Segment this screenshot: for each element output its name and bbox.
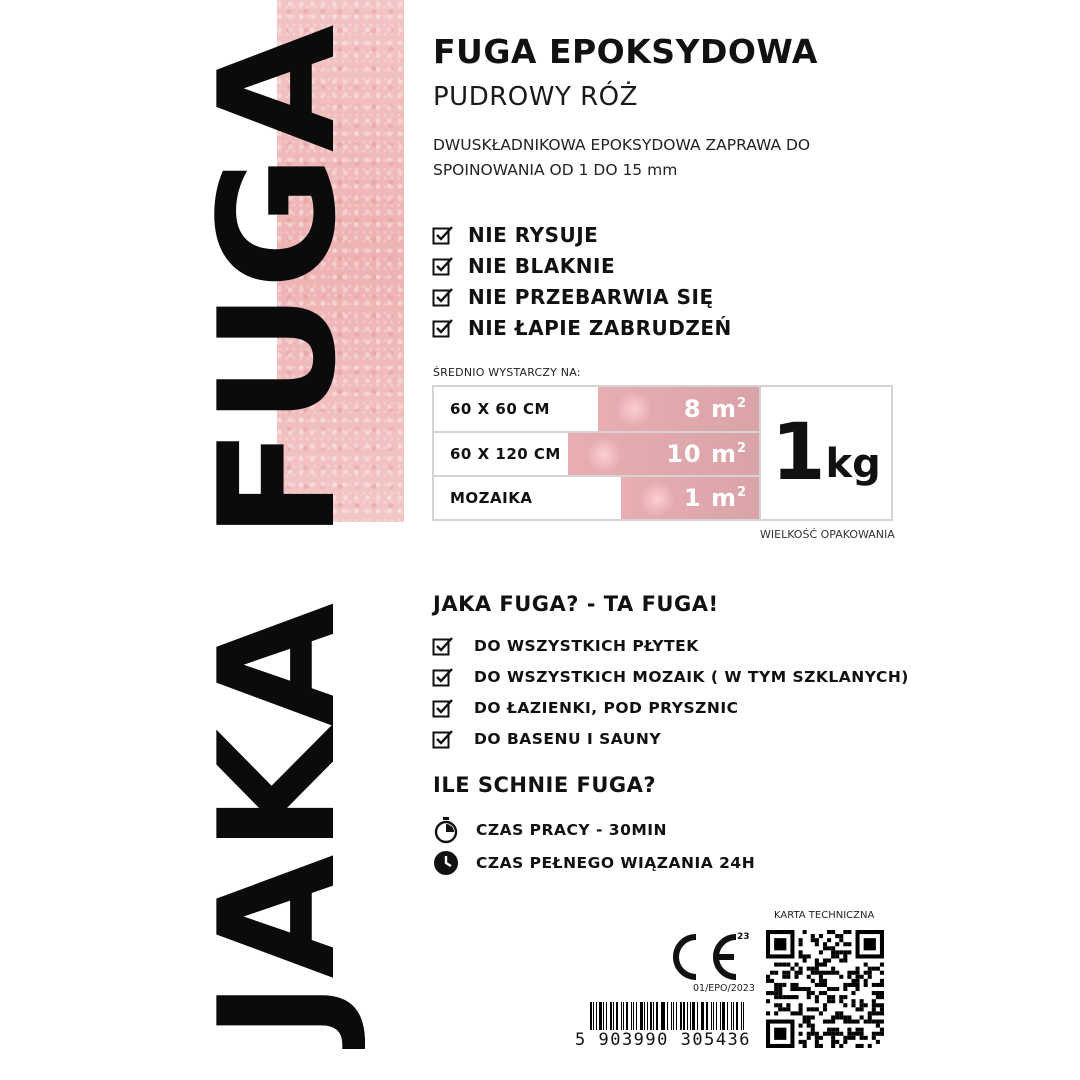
use-text: DO BASENU I SAUNY <box>474 729 662 748</box>
qr-label: KARTA TECHNICZNA <box>774 910 875 921</box>
ce-mark-icon <box>668 932 748 982</box>
checkbox-icon <box>432 697 454 719</box>
feature-text: NIE RYSUJE <box>468 222 599 247</box>
product-description: DWUSKŁADNIKOWA EPOKSYDOWA ZAPRAWA DO SPOINOWANIA OD 1 DO 15 mm <box>433 136 811 179</box>
drying-item <box>432 813 755 846</box>
feature-item <box>432 219 732 250</box>
package-size-label: WIELKOŚĆ OPAKOWANIA <box>760 528 895 541</box>
use-text: DO WSZYSTKICH PŁYTEK <box>474 636 699 655</box>
color-name: PUDROWY RÓŻ <box>433 82 638 112</box>
weight-number: 1 <box>771 408 824 498</box>
weight-unit: kg <box>825 441 881 487</box>
package-weight <box>761 387 891 519</box>
uses-heading: JAKA FUGA? - TA FUGA! <box>433 592 719 616</box>
drying-text: CZAS PEŁNEGO WIĄZANIA 24H <box>476 853 756 872</box>
product-title: FUGA EPOKSYDOWA <box>433 32 818 71</box>
feature-item <box>432 250 732 281</box>
checkbox-icon <box>432 224 454 246</box>
coverage-row <box>434 431 759 475</box>
use-text: DO ŁAZIENKI, POD PRYSZNIC <box>474 698 739 717</box>
drying-item <box>432 846 755 879</box>
checkbox-icon <box>432 255 454 277</box>
use-item <box>432 692 909 723</box>
checkbox-icon <box>432 286 454 308</box>
checkbox-icon <box>432 635 454 657</box>
coverage-value: 1 $m^2$ <box>683 484 747 512</box>
checkbox-icon <box>432 666 454 688</box>
qr-code[interactable] <box>766 930 884 1048</box>
tile-size: 60 X 60 CM <box>450 400 550 418</box>
feature-item <box>432 281 732 312</box>
side-word-fuga: FUGA <box>184 22 371 540</box>
use-item <box>432 723 909 754</box>
use-item <box>432 630 909 661</box>
tile-size: MOZAIKA <box>450 489 533 507</box>
ce-year: 23 <box>737 932 750 942</box>
coverage-row <box>434 387 759 431</box>
coverage-table <box>432 385 893 521</box>
coverage-value: 8 $m^2$ <box>683 395 747 423</box>
tile-size: 60 X 120 CM <box>450 445 561 463</box>
uses-list <box>432 630 909 754</box>
checkbox-icon <box>432 317 454 339</box>
drying-list <box>432 813 755 879</box>
feature-text: NIE BLAKNIE <box>468 253 616 278</box>
use-text: DO WSZYSTKICH MOZAIK ( W TYM SZKLANYCH) <box>474 667 909 686</box>
coverage-label: ŚREDNIO WYSTARCZY NA: <box>433 366 581 379</box>
use-item <box>432 661 909 692</box>
feature-list <box>432 219 732 343</box>
drying-heading: ILE SCHNIE FUGA? <box>433 773 657 797</box>
barcode-number: 5 903990 305436 <box>575 1030 752 1050</box>
clock-icon <box>432 849 460 877</box>
feature-item <box>432 312 732 343</box>
feature-text: NIE ŁAPIE ZABRUDZEŃ <box>468 315 732 340</box>
feature-text: NIE PRZEBARWIA SIĘ <box>468 284 714 309</box>
stopwatch-icon <box>432 816 460 844</box>
coverage-value: 10 $m^2$ <box>666 440 747 468</box>
side-word-jaka: JAKA <box>184 600 371 1040</box>
coverage-row <box>434 475 759 519</box>
checkbox-icon <box>432 728 454 750</box>
certification-code: 01/EPO/2023 <box>693 983 755 994</box>
drying-text: CZAS PRACY - 30MIN <box>476 820 668 839</box>
